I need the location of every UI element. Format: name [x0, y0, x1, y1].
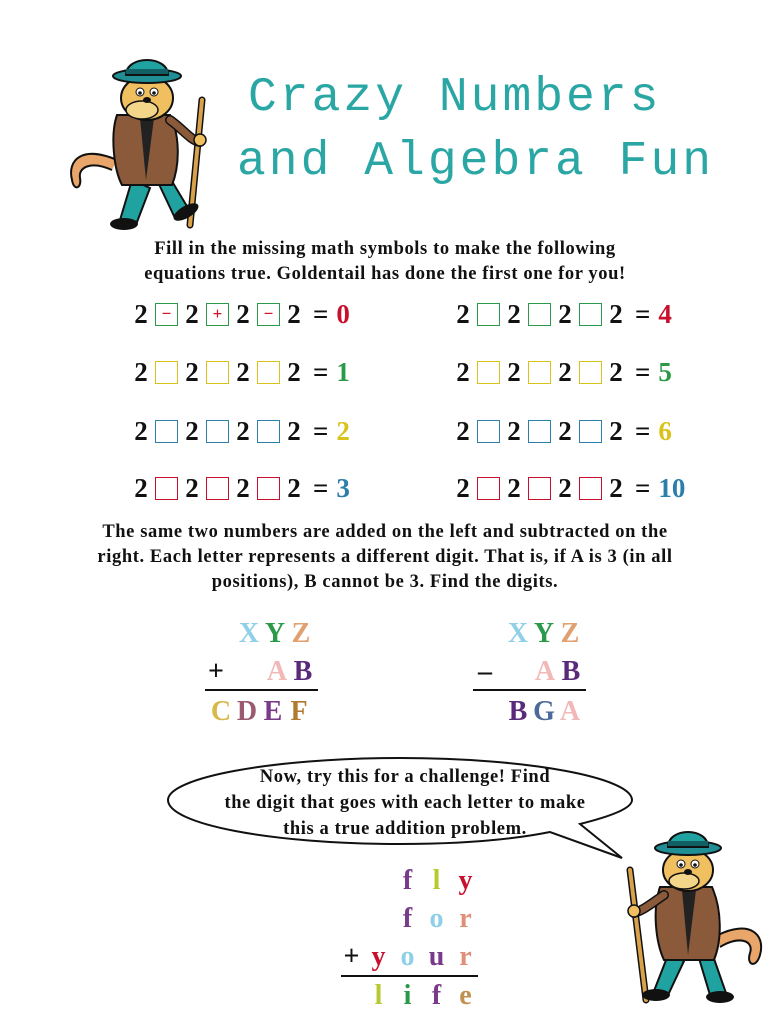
sub-puzzle-rule — [473, 689, 586, 691]
letter: l — [432, 865, 441, 896]
symbol-box[interactable] — [155, 361, 178, 384]
plus-sign: + — [208, 656, 224, 687]
symbol-box[interactable] — [579, 361, 602, 384]
digit: 2 — [185, 415, 199, 446]
letter: X — [507, 618, 529, 649]
add-puzzle-second-row — [208, 657, 316, 687]
digit: 2 — [507, 472, 521, 503]
letter: Z — [291, 618, 311, 649]
letter: r — [459, 941, 472, 972]
letter: X — [238, 618, 260, 649]
challenge-rule — [341, 975, 478, 977]
equals-sign: = — [313, 472, 329, 503]
equals-sign: = — [313, 356, 329, 387]
digit: 2 — [609, 356, 623, 387]
sub-puzzle-result-row — [505, 697, 583, 727]
digit: 2 — [609, 472, 623, 503]
equation-result: 3 — [336, 472, 350, 503]
symbol-box[interactable] — [528, 477, 551, 500]
digit: 2 — [134, 472, 148, 503]
equals-sign: = — [635, 415, 651, 446]
instructions-symbols-line2: equations true. Goldentail has done the first one for you! — [144, 264, 626, 284]
digit: 2 — [236, 472, 250, 503]
bubble-line1: Now, try this for a challenge! Find — [259, 767, 551, 787]
instructions-symbols-line1: Fill in the missing math symbols to make the following — [154, 239, 616, 259]
minus-sign: – — [478, 656, 492, 687]
digit: 2 — [134, 415, 148, 446]
symbol-box[interactable] — [257, 477, 280, 500]
letter: Z — [560, 618, 580, 649]
letter: f — [402, 903, 413, 934]
letter: F — [290, 696, 308, 727]
speech-bubble-text — [180, 764, 630, 842]
digit: 2 — [558, 298, 572, 329]
equation-row-1 — [130, 355, 350, 389]
sub-puzzle-second-row — [478, 657, 584, 687]
digit: 2 — [609, 415, 623, 446]
equation-row-5 — [452, 355, 672, 389]
digit: 2 — [287, 415, 301, 446]
letter: D — [236, 696, 258, 727]
symbol-box[interactable] — [477, 477, 500, 500]
digit: 2 — [456, 356, 470, 387]
letter: i — [403, 980, 412, 1011]
symbol-box[interactable] — [528, 303, 551, 326]
letter: u — [428, 941, 445, 972]
digit: 2 — [609, 298, 623, 329]
digit: 2 — [185, 472, 199, 503]
symbol-box[interactable] — [257, 420, 280, 443]
digit: 2 — [558, 472, 572, 503]
digit: 2 — [287, 472, 301, 503]
add-puzzle-top-row — [236, 619, 314, 649]
symbol-box-filled[interactable]: + — [206, 303, 229, 326]
sub-puzzle-top-row — [505, 619, 583, 649]
equals-sign: = — [313, 415, 329, 446]
equation-result: 6 — [658, 415, 672, 446]
challenge-row-life — [364, 981, 480, 1011]
equation-row-2 — [130, 414, 350, 448]
goldentail-rat-illustration-bottom — [608, 815, 768, 1005]
letter: e — [459, 980, 472, 1011]
add-puzzle-rule — [205, 689, 318, 691]
goldentail-rat-illustration-top — [62, 40, 222, 235]
challenge-row-your — [339, 942, 480, 972]
equation-row-3 — [130, 471, 350, 505]
add-puzzle-result-row — [208, 697, 312, 727]
digit: 2 — [507, 298, 521, 329]
equation-row-10 — [452, 471, 685, 505]
symbol-box[interactable] — [206, 420, 229, 443]
digit: 2 — [456, 472, 470, 503]
letter: y — [458, 865, 473, 896]
equals-sign: = — [635, 298, 651, 329]
digit: 2 — [558, 356, 572, 387]
letter: B — [508, 696, 528, 727]
symbol-box[interactable] — [477, 303, 500, 326]
instructions-symbols — [40, 237, 730, 287]
equation-row-0 — [130, 297, 350, 331]
equation-row-6 — [452, 414, 672, 448]
digit: 2 — [236, 356, 250, 387]
instructions-digits-line1: The same two numbers are added on the left and subtracted on the — [102, 522, 668, 542]
letter: Y — [533, 618, 555, 649]
letter: o — [429, 903, 444, 934]
symbol-box-filled[interactable]: − — [155, 303, 178, 326]
letter: f — [402, 865, 413, 896]
symbol-box[interactable] — [206, 361, 229, 384]
letter: B — [561, 656, 581, 687]
symbol-box[interactable] — [206, 477, 229, 500]
digit: 2 — [287, 356, 301, 387]
symbol-box[interactable] — [528, 361, 551, 384]
symbol-box[interactable] — [579, 303, 602, 326]
equation-result: 5 — [658, 356, 672, 387]
letter: o — [400, 941, 415, 972]
digit: 2 — [507, 356, 521, 387]
letter: A — [534, 656, 556, 687]
letter: y — [371, 941, 386, 972]
bubble-line3: this a true addition problem. — [283, 819, 527, 839]
equation-result: 1 — [336, 356, 350, 387]
letter: A — [559, 696, 581, 727]
digit: 2 — [236, 415, 250, 446]
page-title-line1: Crazy Numbers — [248, 71, 662, 125]
letter: C — [210, 696, 232, 727]
digit: 2 — [456, 415, 470, 446]
symbol-box[interactable] — [477, 420, 500, 443]
equation-result: 0 — [336, 298, 350, 329]
plus-sign: + — [343, 941, 360, 972]
instructions-digits-line2: right. Each letter represents a different digit. That is, if A is 3 (in all — [97, 547, 673, 567]
equals-sign: = — [313, 298, 329, 329]
letter: B — [293, 656, 313, 687]
equation-result: 2 — [336, 415, 350, 446]
digit: 2 — [134, 356, 148, 387]
letter: l — [374, 980, 383, 1011]
page-title-line2: and Algebra Fun — [237, 135, 715, 189]
challenge-row-for — [393, 904, 480, 934]
digit: 2 — [558, 415, 572, 446]
digit: 2 — [185, 298, 199, 329]
letter: f — [431, 980, 442, 1011]
letter: r — [459, 903, 472, 934]
symbol-box[interactable] — [477, 361, 500, 384]
digit: 2 — [185, 356, 199, 387]
instructions-digits — [30, 520, 740, 595]
bubble-line2: the digit that goes with each letter to make — [224, 793, 586, 813]
challenge-row-fly — [393, 866, 480, 896]
equals-sign: = — [635, 472, 651, 503]
symbol-box[interactable] — [155, 477, 178, 500]
equation-row-4 — [452, 297, 672, 331]
digit: 2 — [236, 298, 250, 329]
symbol-box-filled[interactable]: − — [257, 303, 280, 326]
symbol-box[interactable] — [579, 420, 602, 443]
digit: 2 — [134, 298, 148, 329]
symbol-box[interactable] — [155, 420, 178, 443]
symbol-box[interactable] — [257, 361, 280, 384]
letter: G — [533, 696, 555, 727]
letter: A — [266, 656, 288, 687]
digit: 2 — [507, 415, 521, 446]
letter: E — [263, 696, 283, 727]
equation-result: 4 — [658, 298, 672, 329]
equation-result: 10 — [658, 472, 686, 503]
digit: 2 — [287, 298, 301, 329]
symbol-box[interactable] — [579, 477, 602, 500]
equals-sign: = — [635, 356, 651, 387]
instructions-digits-line3: positions), B cannot be 3. Find the digits. — [211, 572, 559, 592]
symbol-box[interactable] — [528, 420, 551, 443]
letter: Y — [264, 618, 286, 649]
digit: 2 — [456, 298, 470, 329]
